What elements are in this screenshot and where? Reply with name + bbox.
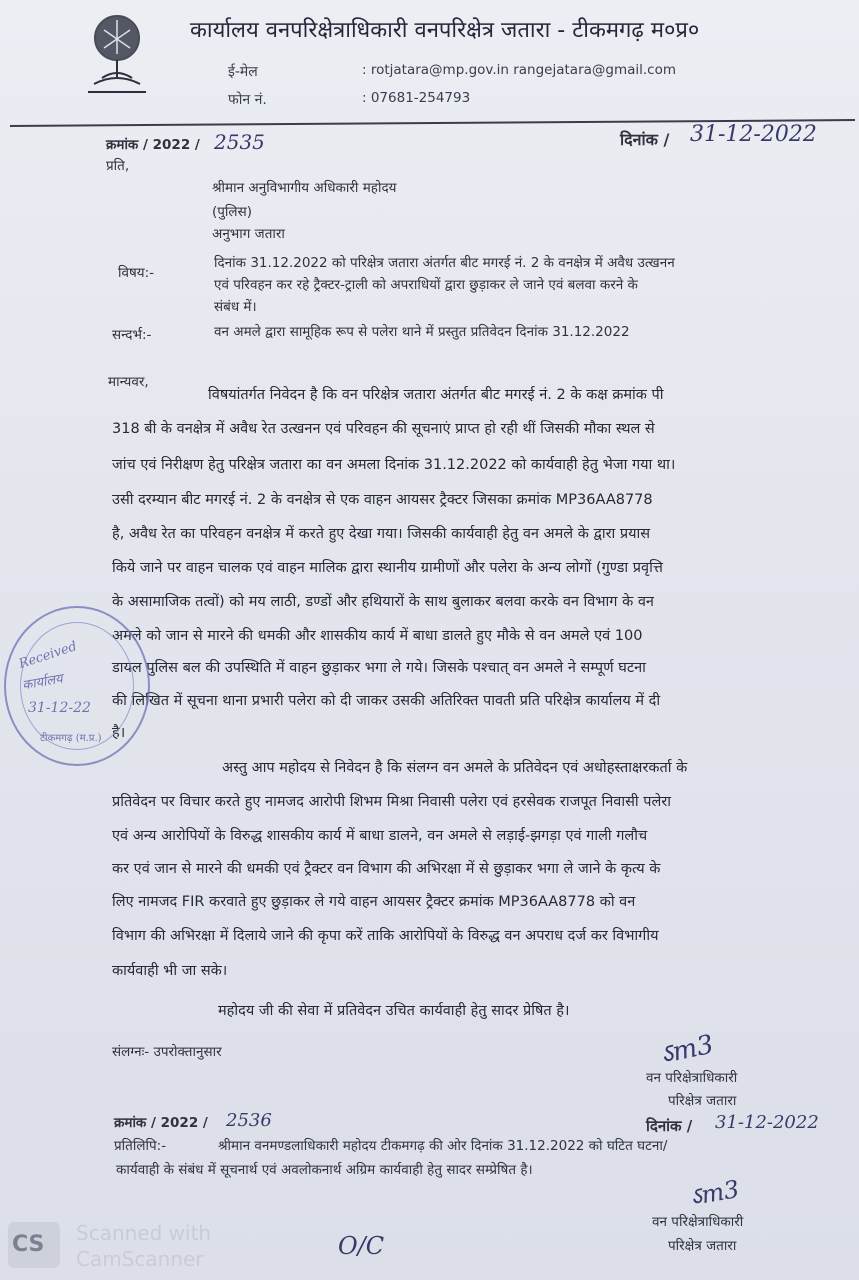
subject-line: एवं परिवहन कर रहे ट्रैक्टर-ट्राली को अपराधियों द्वारा छुड़ाकर ले जाने एवं बलवा करने के [214, 277, 638, 293]
camscanner-watermark [76, 1220, 211, 1272]
para2-line: कर एवं जान से मारने की धमकी एवं ट्रैक्टर वन विभाग की अभिरक्षा में से छुड़ाकर भगा ले जाने के कृत्य के [112, 861, 661, 877]
recipient-line1: श्रीमान अनुविभागीय अधिकारी महोदय [212, 180, 397, 196]
camscanner-badge-text: CS [12, 1232, 45, 1257]
stamp-line1: Received [17, 639, 79, 672]
para1-line: उसी दरम्यान बीट मगरई नं. 2 के वनक्षेत्र से एक वाहन आयसर ट्रैक्टर जिसका क्रमांक MP36AA8778 [112, 492, 653, 508]
salutation: मान्यवर, [108, 374, 149, 390]
stamp-line2: कार्यालय [21, 671, 64, 694]
para1-line: है, अवैध रेत का परिवहन वनक्षेत्र में करते हुए देखा गया। जिसकी कार्यवाही हेतु वन अमले के द्वारा प्रयास [112, 526, 651, 542]
para1-line: डायल पुलिस बल की उपस्थिति में वाहन छुड़ाकर भगा ले गये। जिसके पश्चात् वन अमले ने सम्पूर्ण घटना [112, 660, 646, 676]
para1-line: जांच एवं निरीक्षण हेतु परिक्षेत्र जतारा का वन अमला दिनांक 31.12.2022 को कार्यवाही हेतु भेजा गया था। [112, 457, 676, 473]
para2-line: एवं अन्य आरोपियों के विरुद्ध शासकीय कार्य में बाधा डालने, वन अमले से लड़ाई-झगड़ा एवं गाली गलौच [112, 828, 648, 844]
ref-label: क्रमांक / 2022 / [106, 137, 200, 153]
para1-line: की लिखित में सूचना थाना प्रभारी पलेरा को दी जाकर उसकी अतिरिक्त पावती प्रति परिक्षेत्र कार्यालय में दी [112, 693, 661, 709]
para1-line: है। [112, 725, 126, 741]
to-label: प्रति, [106, 158, 130, 174]
scanner-line1: Scanned with [76, 1221, 212, 1245]
para1-line: विषयांतर्गत निवेदन है कि वन परिक्षेत्र जतारा अंतर्गत बीट मगरई नं. 2 के कक्ष क्रमांक पी [208, 387, 664, 403]
copy-label: प्रतिलिपि:- [114, 1138, 167, 1154]
reference-text: वन अमले द्वारा सामूहिक रूप से पलेरा थाने में प्रस्तुत प्रतिवेदन दिनांक 31.12.2022 [214, 324, 630, 340]
received-stamp [4, 606, 150, 766]
email-value: : rotjatara@mp.gov.in rangejatara@gmail.com [362, 62, 677, 78]
para2-line: प्रतिवेदन पर विचार करते हुए नामजद आरोपी शिभम मिश्रा निवासी पलेरा एवं हरसेवक राजपूत निवासी पलेरा [112, 794, 672, 810]
copy-signature: ऽm3 [688, 1174, 742, 1212]
para1-line: अमले को जान से मारने की धमकी और शासकीय कार्य में बाधा डालते हुए मौके से वन अमले एवं 100 [112, 628, 643, 644]
para2-line: विभाग की अभिरक्षा में दिलाये जाने की कृपा करें ताकि आरोपियों के विरुद्ध वन अपराध दर्ज कर विभागीय [112, 928, 659, 944]
subject-line: संबंध में। [214, 299, 257, 315]
para1-line: किये जाने पर वाहन चालक एवं वाहन मालिक द्वारा स्थानीय ग्रामीणों और पलेरा के अन्य लोगों (गुण्डा प्रवृत्ति [112, 560, 663, 576]
copy-ref-number: 2536 [226, 1110, 272, 1131]
date-label: दिनांक / [620, 130, 670, 149]
scanner-line2: CamScanner [76, 1247, 204, 1271]
reference-label: सन्दर्भ:- [112, 327, 152, 343]
closing-line: महोदय जी की सेवा में प्रतिवेदन उचित कार्यवाही हेतु सादर प्रेषित है। [218, 1003, 570, 1019]
copy-line2: कार्यवाही के संबंध में सूचनार्थ एवं अवलोकनार्थ अग्रिम कार्यवाही हेतु सादर सम्प्रेषित है। [116, 1162, 533, 1178]
emblem-logo [82, 8, 152, 100]
copy-ref-label: क्रमांक / 2022 / [114, 1115, 208, 1131]
enclosure-line: संलग्नः- उपरोक्तानुसार [112, 1044, 222, 1060]
email-label: ई-मेल [228, 64, 258, 80]
handwritten-note: O/C [338, 1232, 385, 1260]
copy-signatory-place: परिक्षेत्र जतारा [668, 1238, 737, 1254]
stamp-line3: 31-12-22 [28, 700, 91, 716]
subject-label: विषय:- [118, 265, 155, 281]
office-title: कार्यालय वनपरिक्षेत्राधिकारी वनपरिक्षेत्र जतारा - टीकमगढ़ म०प्र० [190, 18, 700, 43]
para1-line: 318 बी के वनक्षेत्र में अवैध रेत उत्खनन एवं परिवहन की सूचनाएं प्राप्त हो रही थीं जिसकी मौका स्थल से [112, 421, 655, 437]
phone-label: फोन नं. [228, 92, 267, 108]
signatory-title: वन परिक्षेत्राधिकारी [646, 1070, 738, 1086]
para2-line: लिए नामजद FIR करवाते हुए छुड़ाकर ले गये वाहन आयसर ट्रैक्टर क्रमांक MP36AA8778 को वन [112, 894, 636, 910]
recipient-line2: (पुलिस) [212, 204, 252, 220]
subject-line: दिनांक 31.12.2022 को परिक्षेत्र जतारा अंतर्गत बीट मगरई नं. 2 के वनक्षेत्र में अवैध उत्खनन [214, 255, 675, 271]
copy-date-label: दिनांक / [646, 1117, 693, 1135]
signatory-place: परिक्षेत्र जतारा [668, 1093, 737, 1109]
stamp-line4: टीकमगढ़ (म.प्र.) [40, 733, 102, 744]
para2-line: अस्तु आप महोदय से निवेदन है कि संलग्न वन अमले के प्रतिवेदन एवं अधोहस्ताक्षरकर्ता के [222, 760, 688, 776]
copy-signatory-title: वन परिक्षेत्राधिकारी [652, 1214, 744, 1230]
ref-number: 2535 [214, 130, 265, 154]
copy-date-value: 31-12-2022 [715, 1112, 819, 1133]
para1-line: के असामाजिक तत्वों) को मय लाठी, डण्डों और हथियारों के साथ बुलाकर बलवा करके वन विभाग के वन [112, 594, 654, 610]
para2-line: कार्यवाही भी जा सके। [112, 963, 228, 979]
date-value: 31-12-2022 [690, 122, 817, 147]
recipient-line3: अनुभाग जतारा [212, 226, 285, 242]
signature: ऽm3 [657, 1029, 717, 1071]
phone-value: : 07681-254793 [362, 90, 471, 106]
copy-line1: श्रीमान वनमण्डलाधिकारी महोदय टीकमगढ़ की ओर दिनांक 31.12.2022 को घटित घटना/ [218, 1138, 668, 1154]
